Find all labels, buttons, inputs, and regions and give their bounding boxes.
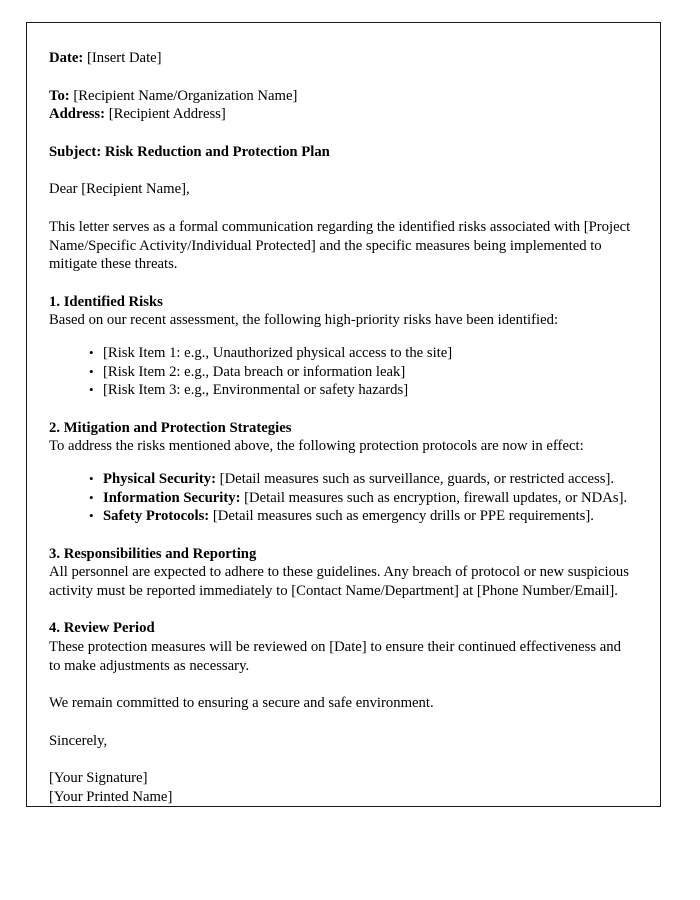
closing-signoff-spacer	[49, 713, 631, 732]
intro-paragraph: This letter serves as a formal communication regarding the identified risks associated with [Project Name/Specific Activity/Individual Protected] and the specific measures being implemented to mitigate these threats.	[49, 218, 631, 273]
section-heading-2: 2. Mitigation and Protection Strategies	[49, 419, 292, 436]
risk-item-text: [Risk Item 2: e.g., Data breach or information leak]	[103, 363, 406, 380]
strategy-label: Physical Security:	[103, 470, 216, 487]
section-lead-2: To address the risks mentioned above, the following protection protocols are now in effect:	[49, 438, 584, 455]
printed-name-line: [Your Printed Name]	[49, 789, 173, 806]
list-item	[89, 507, 631, 526]
address-label: Address:	[49, 106, 106, 123]
letter-body	[49, 23, 631, 807]
section-lead-1: Based on our recent assessment, the following high-priority risks have been identified:	[49, 312, 559, 329]
intro-section1-spacer	[49, 274, 631, 293]
risk-item-text: [Risk Item 3: e.g., Environmental or safety hazards]	[103, 382, 409, 399]
recipient-line	[49, 87, 631, 106]
list-section3-spacer	[49, 526, 631, 545]
address-value: [Recipient Address]	[108, 106, 226, 123]
list-item	[89, 344, 631, 363]
letter-page	[26, 22, 661, 807]
date-line	[49, 49, 631, 68]
address-subject-spacer	[49, 124, 631, 143]
section2-list-spacer	[49, 456, 631, 470]
signoff-signature-spacer	[49, 750, 631, 769]
list-item	[89, 381, 631, 400]
strategy-text: [Detail measures such as encryption, firewall updates, or NDAs].	[244, 489, 628, 506]
sign-off: Sincerely,	[49, 732, 108, 749]
salutation: Dear [Recipient Name],	[49, 181, 190, 198]
strategy-text: [Detail measures such as surveillance, guards, or restricted access].	[219, 470, 615, 487]
date-label: Date:	[49, 50, 84, 66]
section1-list-spacer	[49, 330, 631, 344]
to-value: [Recipient Name/Organization Name]	[73, 87, 298, 104]
list-section2-spacer	[49, 400, 631, 419]
section-lead-4: These protection measures will be reviewed on [Date] to ensure their continued effectiveness and to make adjustments as necessary.	[49, 639, 621, 674]
identified-risks-list	[49, 344, 631, 400]
subject-salutation-spacer	[49, 161, 631, 180]
signature-line: [Your Signature]	[49, 770, 148, 787]
section-heading-1: 1. Identified Risks	[49, 293, 163, 310]
section3-section4-spacer	[49, 600, 631, 619]
salutation-intro-spacer	[49, 199, 631, 218]
strategy-label: Safety Protocols:	[103, 508, 210, 525]
address-line	[49, 105, 631, 124]
risk-item-text: [Risk Item 1: e.g., Unauthorized physical access to the site]	[103, 344, 453, 361]
section4-closing-spacer	[49, 675, 631, 694]
strategy-text: [Detail measures such as emergency drills or PPE requirements].	[212, 508, 594, 525]
strategy-label: Information Security:	[103, 489, 241, 506]
section-heading-4: 4. Review Period	[49, 620, 155, 637]
signature-block	[49, 769, 631, 806]
date-to-spacer	[49, 68, 631, 87]
list-item	[89, 363, 631, 382]
top-spacer	[49, 23, 631, 49]
section-heading-3: 3. Responsibilities and Reporting	[49, 545, 257, 562]
subject-line: Subject: Risk Reduction and Protection Plan	[49, 143, 330, 160]
list-item	[89, 470, 631, 489]
to-label: To:	[49, 87, 70, 104]
list-item	[89, 489, 631, 508]
closing-paragraph: We remain committed to ensuring a secure and safe environment.	[49, 695, 434, 712]
section-lead-3: All personnel are expected to adhere to these guidelines. Any breach of protocol or new suspicious activity must be reported immediately to [Contact Name/Department] at [Phone Number/Email].	[49, 564, 629, 599]
mitigation-strategies-list	[49, 470, 631, 526]
date-value: [Insert Date]	[86, 50, 162, 66]
